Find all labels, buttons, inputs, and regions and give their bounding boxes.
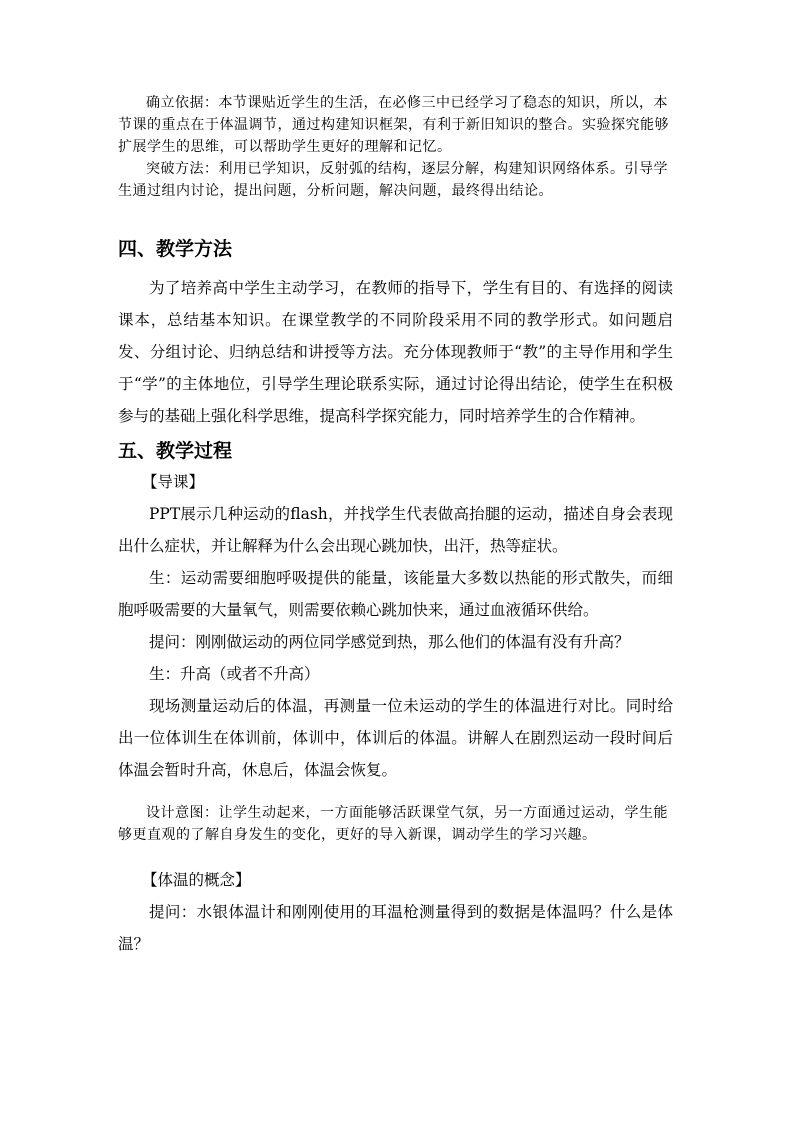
process-paragraph-3: 提问：刚刚做运动的两位同学感觉到热，那么他们的体温有没有升高？ (149, 633, 630, 651)
design-intent-paragraph: 设计意图：让学生动起来，一方面能够活跃课堂气氛，另一方面通过运动，学生能够更直观的了解自身发生的变化，更好的导入新课，调动学生的学习兴趣。 (118, 805, 668, 843)
teaching-method-paragraph: 为了培养高中学生主动学习，在教师的指导下，学生有目的、有选择的阅读课本，总结基本知识。在课堂教学的不同阶段采用不同的教学形式。如问题启发、分组讨论、归纳总结和讲授等方法。充分体现教师于“教”的主导作用和学生于“学”的主体地位，引导学生理论联系实际，通过讨论得出结论，使学生在积极参与的基础上强化科学思维，提高科学探究能力，同时培养学生的合作精神。 (118, 279, 673, 425)
document-page (118, 92, 673, 960)
process-paragraph-4: 生：升高（或者不升高） (149, 665, 320, 683)
concept-label: 【体温的概念】 (142, 871, 251, 889)
process-paragraph-1: PPT展示几种运动的flash，并找学生代表做高抬腿的运动，描述自身会表现出什么症状，并让解释为什么会出现心跳加快，出汗，热等症状。 (118, 505, 673, 555)
process-paragraph-2: 生：运动需要细胞呼吸提供的能量，该能量大多数以热能的形式散失，而细胞呼吸需要的大量氧气，则需要依赖心跳加快来，通过血液循环供给。 (118, 569, 673, 619)
method-paragraph: 突破方法：利用已学知识，反射弧的结构，逐层分解，构建知识网络体系。引导学生通过组内讨论，提出问题，分析问题，解决问题，最终得出结论。 (118, 161, 668, 199)
process-paragraph-5: 现场测量运动后的体温，再测量一位未运动的学生的体温进行对比。同时给出一位体训生在体训前，体训中，体训后的体温。讲解人在剧烈运动一段时间后体温会暂时升高，休息后，体温会恢复。 (118, 697, 673, 779)
intro-label: 【导课】 (142, 473, 205, 491)
section-4-title: 四、教学方法 (118, 238, 233, 260)
process-paragraph-6: 提问：水银体温计和刚刚使用的耳温枪测量得到的数据是体温吗？什么是体温？ (118, 903, 673, 953)
section-5-title: 五、教学过程 (118, 440, 233, 462)
basis-paragraph: 确立依据：本节课贴近学生的生活，在必修三中已经学习了稳态的知识，所以，本节课的重点在于体温调节，通过构建知识框架，有利于新旧知识的整合。实验探究能够扩展学生的思维，可以帮助学生更好的理解和记忆。 (118, 95, 669, 155)
